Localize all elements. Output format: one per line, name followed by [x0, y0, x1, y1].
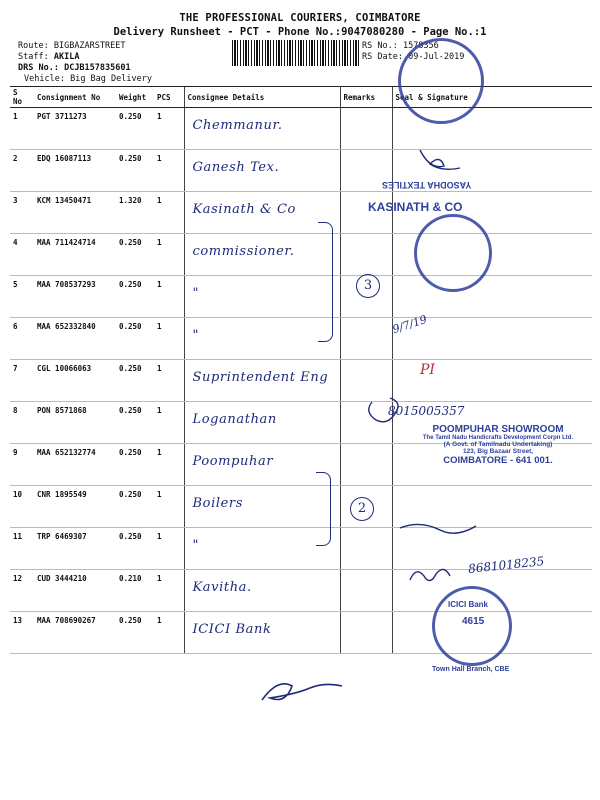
cell-remarks: [340, 612, 392, 654]
drs-value: DCJB157835601: [64, 63, 131, 73]
poompuhar-title: POOMPUHAR SHOWROOM: [432, 424, 564, 435]
cell-weight: 1.320: [116, 192, 154, 234]
col-sno: S No: [10, 87, 34, 108]
cell-consignment: MAA 708537293: [34, 276, 116, 318]
consignee-handwriting: Kasinath & Co: [192, 202, 296, 217]
vehicle-label: Vehicle:: [24, 74, 65, 84]
cell-consignment: CUD 3444210: [34, 570, 116, 612]
cell-remarks: [340, 108, 392, 150]
consignee-handwriting: commissioner.: [192, 244, 295, 259]
table-row: [10, 150, 592, 192]
col-seal: Seal & Signature: [392, 87, 592, 108]
rs-date-value: 09-Jul-2019: [408, 52, 465, 62]
cell-sno: 3: [10, 192, 34, 234]
cell-weight: 0.250: [116, 360, 154, 402]
col-remarks: Remarks: [340, 87, 392, 108]
poompuhar-line5: COIMBATORE - 641 001.: [443, 455, 553, 466]
cell-consignment: PON 8571868: [34, 402, 116, 444]
cell-sno: 8: [10, 402, 34, 444]
poompuhar-line4: 123, Big Bazaar Street,: [462, 448, 534, 455]
table-row: [10, 192, 592, 234]
table-header-row: [10, 87, 592, 108]
rs-date-label: RS Date:: [362, 52, 403, 62]
table-row: [10, 276, 592, 318]
cell-sno: 2: [10, 150, 34, 192]
cell-pcs: 1: [154, 234, 184, 276]
cell-consignee: [184, 612, 340, 654]
cell-weight: 0.250: [116, 402, 154, 444]
cell-consignee: [184, 150, 340, 192]
consignee-handwriting: ": [192, 538, 200, 553]
cell-consignee: [184, 360, 340, 402]
cell-sno: 4: [10, 234, 34, 276]
poompuhar-stamp: [400, 424, 596, 466]
cell-pcs: 1: [154, 108, 184, 150]
consignee-handwriting: Boilers: [192, 496, 243, 511]
phone-note-1: 8015005357: [388, 404, 465, 418]
cell-sno: 1: [10, 108, 34, 150]
cell-weight: 0.250: [116, 528, 154, 570]
cell-consignee: [184, 108, 340, 150]
company-seal-stamp: [398, 38, 484, 124]
signature-footer: [262, 684, 342, 700]
cell-sno: 12: [10, 570, 34, 612]
table-row: [10, 108, 592, 150]
cell-consignment: EDQ 16087113: [34, 150, 116, 192]
cell-remarks: [340, 444, 392, 486]
cell-remarks: [340, 234, 392, 276]
cell-weight: 0.250: [116, 108, 154, 150]
group-brace-b: [316, 472, 331, 546]
cell-pcs: 1: [154, 360, 184, 402]
cell-remarks: [340, 360, 392, 402]
consignee-handwriting: Chemmanur.: [192, 118, 283, 133]
cell-consignment: CGL 10066063: [34, 360, 116, 402]
cell-consignment: CNR 1895549: [34, 486, 116, 528]
cell-sno: 6: [10, 318, 34, 360]
group-count-a: 3: [356, 274, 380, 298]
cell-sno: 5: [10, 276, 34, 318]
route-value: BIGBAZARSTREET: [53, 41, 126, 51]
cell-weight: 0.250: [116, 486, 154, 528]
cell-pcs: 1: [154, 444, 184, 486]
cell-pcs: 1: [154, 612, 184, 654]
route-field: [18, 41, 126, 51]
cell-pcs: 1: [154, 150, 184, 192]
cell-consignee: [184, 234, 340, 276]
col-pcs: PCS: [154, 87, 184, 108]
cell-pcs: 1: [154, 486, 184, 528]
cell-weight: 0.210: [116, 570, 154, 612]
cell-weight: 0.250: [116, 444, 154, 486]
vehicle-value: Big Bag Delivery: [70, 74, 152, 84]
cell-remarks: [340, 570, 392, 612]
table-row: [10, 486, 592, 528]
rs-no-value: 1578356: [402, 41, 439, 51]
cell-seal: [392, 486, 592, 528]
cell-sno: 10: [10, 486, 34, 528]
cell-consignment: PGT 3711273: [34, 108, 116, 150]
cell-weight: 0.250: [116, 612, 154, 654]
consignee-handwriting: Loganathan: [192, 412, 277, 427]
barcode: [232, 40, 360, 66]
initials-mark: PI: [420, 362, 435, 378]
route-label: Route:: [18, 41, 49, 51]
icici-stamp-branch: Town Hall Branch, CBE: [432, 666, 510, 673]
cell-weight: 0.250: [116, 276, 154, 318]
consignee-handwriting: Poompuhar: [192, 454, 274, 469]
cell-seal: [392, 276, 592, 318]
cell-remarks: [340, 402, 392, 444]
consignee-handwriting: ICICI Bank: [192, 622, 272, 637]
cell-sno: 9: [10, 444, 34, 486]
yasodha-stamp: YASODHA TEXTILES: [382, 180, 472, 190]
cell-remarks: [340, 318, 392, 360]
col-consignee: Consignee Details: [184, 87, 340, 108]
date-scrawl: 9/7/19: [390, 312, 429, 337]
drs-field: [18, 63, 131, 73]
col-consignment: Consignment No: [34, 87, 116, 108]
runsheet-title: Delivery Runsheet - PCT - Phone No.:9047080280 - Page No.:1: [113, 26, 487, 38]
group-brace-a: [318, 222, 333, 342]
icici-stamp-name: ICICI Bank: [448, 600, 489, 609]
table-row: [10, 318, 592, 360]
icici-stamp-code: 4615: [462, 616, 485, 627]
cell-consignee: [184, 276, 340, 318]
cell-weight: 0.250: [116, 150, 154, 192]
cell-consignment: MAA 652132774: [34, 444, 116, 486]
rs-no-label: RS No.:: [362, 41, 398, 51]
drs-label: DRS No.:: [18, 63, 59, 73]
cell-consignee: [184, 402, 340, 444]
cell-consignment: MAA 711424714: [34, 234, 116, 276]
cell-weight: 0.250: [116, 234, 154, 276]
phone-note-2: 8681018235: [467, 554, 545, 576]
cell-sno: 7: [10, 360, 34, 402]
company-name: THE PROFESSIONAL COURIERS, COIMBATORE: [179, 12, 421, 24]
consignee-handwriting: ": [192, 286, 200, 301]
kasinath-stamp: KASINATH & CO: [368, 200, 463, 214]
staff-field: [18, 52, 79, 62]
cell-pcs: 1: [154, 318, 184, 360]
cell-pcs: 1: [154, 192, 184, 234]
cell-consignment: MAA 708690267: [34, 612, 116, 654]
consignee-handwriting: Suprintendent Eng: [192, 370, 329, 385]
consignee-handwriting: Kavitha.: [192, 580, 252, 595]
table-row: [10, 360, 592, 402]
group-count-b: 2: [350, 497, 374, 521]
poompuhar-line3: (A Govt. of Tamilnadu Undertaking): [443, 441, 553, 448]
vehicle-field: [24, 74, 152, 84]
poompuhar-line2: The Tamil Nadu Handicrafts Development Corpn Ltd.: [422, 435, 574, 441]
table-row: [10, 234, 592, 276]
cell-consignment: MAA 652332840: [34, 318, 116, 360]
cell-consignee: [184, 192, 340, 234]
cell-weight: 0.250: [116, 318, 154, 360]
cell-pcs: 1: [154, 570, 184, 612]
col-weight: Weight: [116, 87, 154, 108]
cell-sno: 11: [10, 528, 34, 570]
consignee-handwriting: ": [192, 328, 200, 343]
cell-consignment: KCM 13450471: [34, 192, 116, 234]
cell-sno: 13: [10, 612, 34, 654]
round-seal-stamp: [414, 214, 492, 292]
cell-pcs: 1: [154, 402, 184, 444]
cell-remarks: [340, 528, 392, 570]
staff-label: Staff:: [18, 52, 49, 62]
cell-consignment: TRP 6469307: [34, 528, 116, 570]
cell-consignee: [184, 318, 340, 360]
staff-value: AKILA: [53, 52, 80, 62]
cell-pcs: 1: [154, 528, 184, 570]
consignee-handwriting: Ganesh Tex.: [192, 160, 280, 175]
cell-consignee: [184, 570, 340, 612]
cell-pcs: 1: [154, 276, 184, 318]
